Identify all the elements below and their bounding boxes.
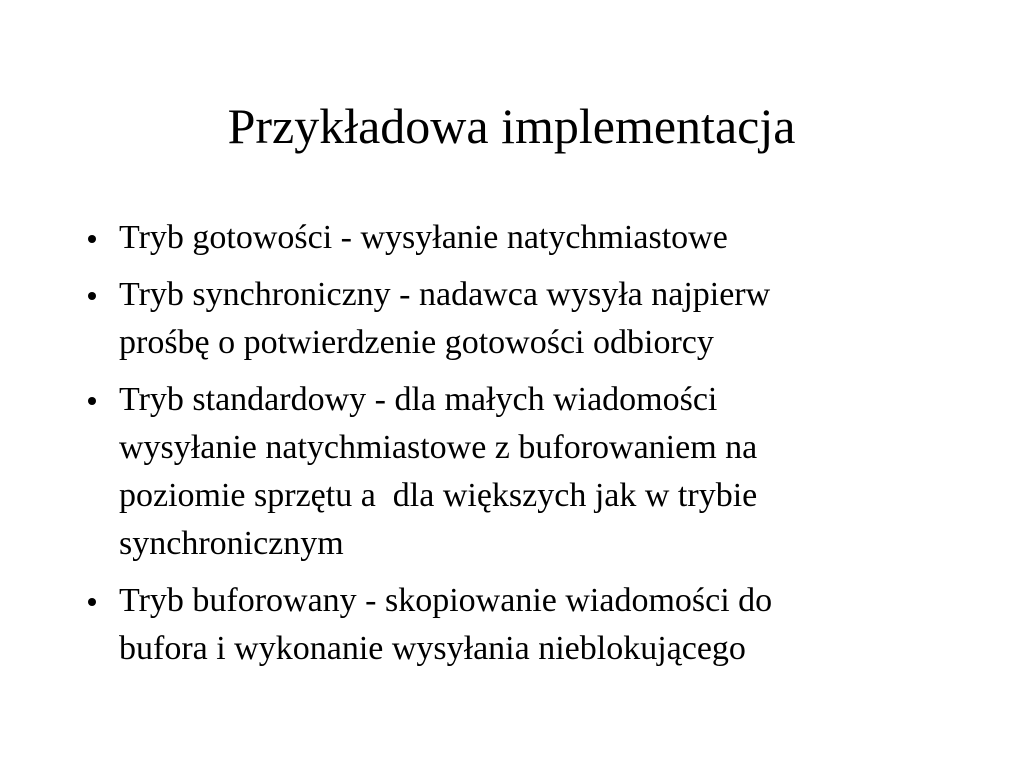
bullet-dot-icon <box>88 235 96 243</box>
bullet-text-line: synchronicznym <box>119 525 344 562</box>
bullet-text-line: bufora i wykonanie wysyłania nieblokującego <box>119 630 746 667</box>
bullet-dot-icon <box>88 292 96 300</box>
bullet-text-line: poziomie sprzętu a dla większych jak w trybie <box>119 477 758 514</box>
bullet-text-line: Tryb buforowany - skopiowanie wiadomości do <box>119 582 773 619</box>
bullet-text-line: wysyłanie natychmiastowe z buforowaniem na <box>119 429 758 466</box>
bullet-dot-icon <box>88 598 96 606</box>
bullet-text-line: Tryb standardowy - dla małych wiadomości <box>119 381 718 418</box>
bullet-item-buffered-mode <box>88 577 948 673</box>
bullet-text-line: prośbę o potwierdzenie gotowości odbiorcy <box>119 324 714 361</box>
bullet-list <box>88 214 948 682</box>
bullet-text-line: Tryb gotowości - wysyłanie natychmiastowe <box>119 219 728 256</box>
bullet-text-line: Tryb synchroniczny - nadawca wysyła najpierw <box>119 276 771 313</box>
slide-title: Przykładowa implementacja <box>227 98 796 154</box>
bullet-dot-icon <box>88 397 96 405</box>
bullet-item-ready-mode <box>88 214 948 262</box>
bullet-item-synchronous-mode <box>88 271 948 367</box>
bullet-item-standard-mode <box>88 376 948 568</box>
